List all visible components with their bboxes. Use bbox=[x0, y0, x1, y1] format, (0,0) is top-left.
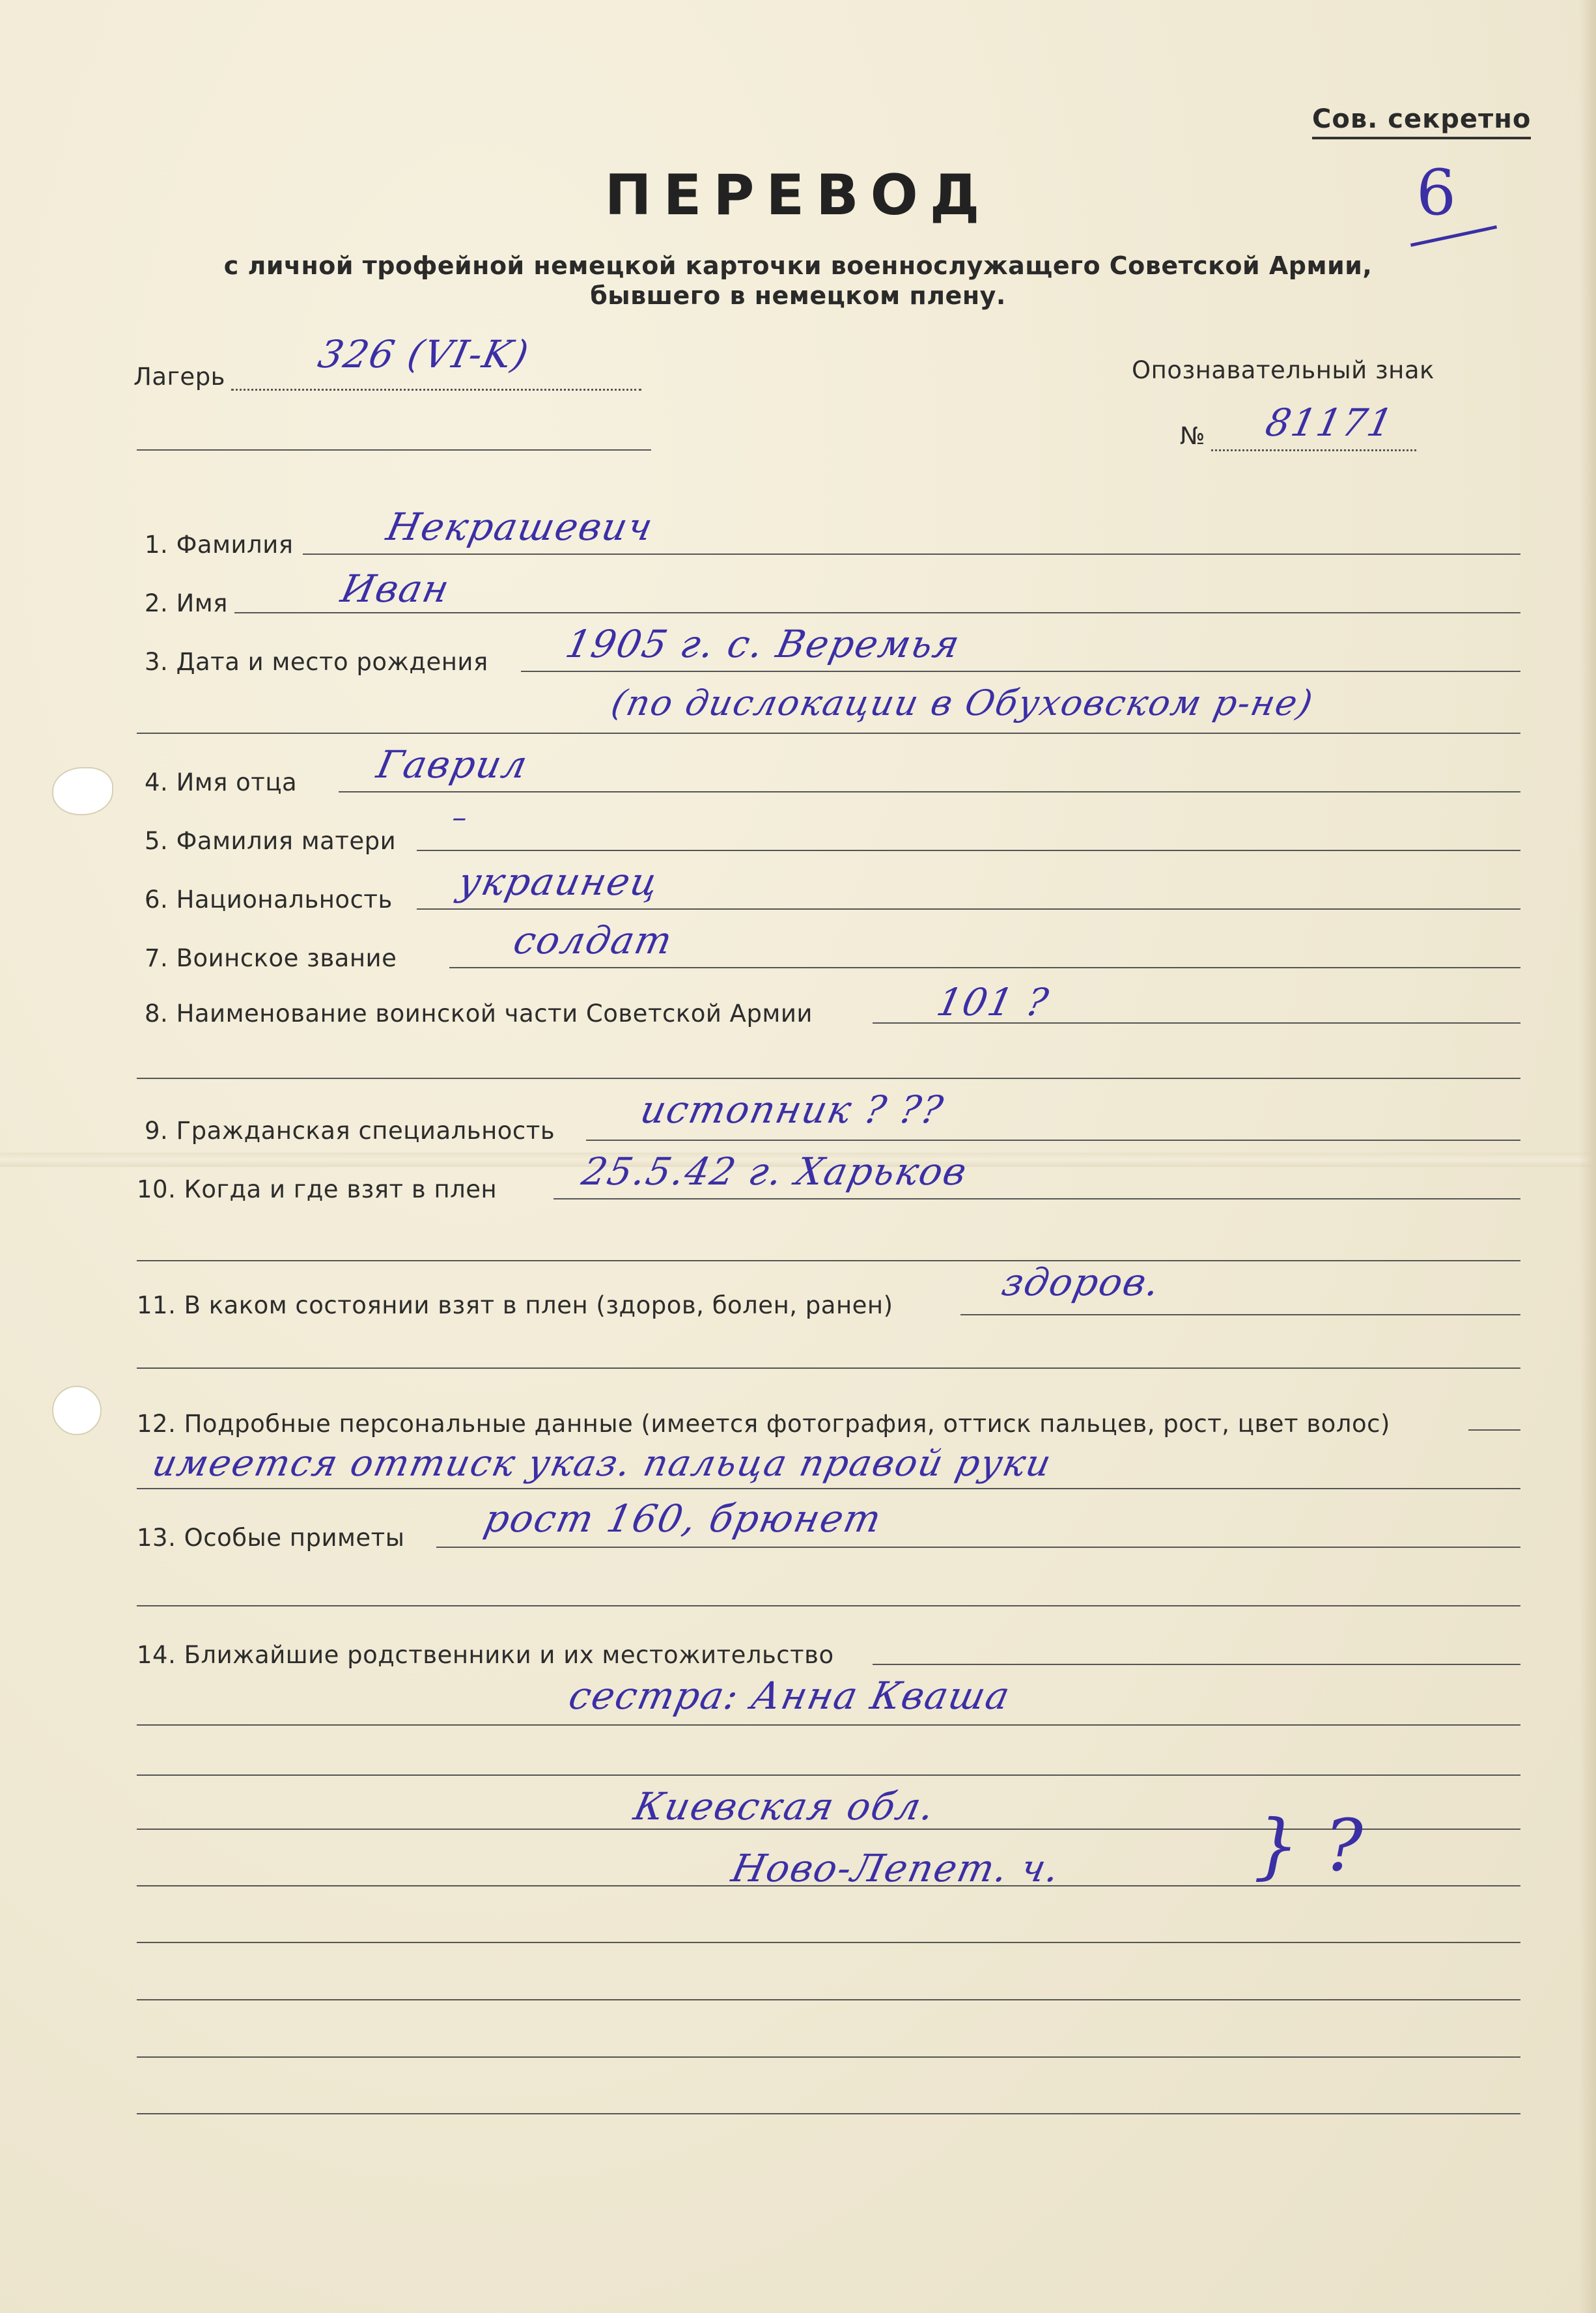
field-personal-value: имеется оттиск указ. пальца правой руки bbox=[148, 1442, 1056, 1485]
punch-hole-top bbox=[52, 767, 113, 815]
field-unit-line-2 bbox=[137, 1078, 1520, 1079]
field-captured-line bbox=[553, 1198, 1520, 1199]
id-tag-line bbox=[1211, 449, 1416, 451]
field-father-line bbox=[339, 791, 1520, 792]
id-tag-number-label: № bbox=[1180, 422, 1205, 450]
field-rank-line bbox=[449, 967, 1520, 968]
field-relatives-label: 14. Ближайшие родственники и их местожительство bbox=[137, 1641, 834, 1669]
field-relatives-line-5 bbox=[137, 1885, 1520, 1886]
field-mother-line bbox=[417, 850, 1520, 851]
field-profession-line bbox=[586, 1140, 1520, 1141]
field-relatives-value-4: } ? bbox=[1253, 1804, 1364, 1887]
field-captured-label: 10. Когда и где взят в плен bbox=[137, 1175, 497, 1203]
field-name-value: Иван bbox=[337, 567, 455, 611]
field-surname-line bbox=[303, 554, 1520, 555]
field-relatives-value: сестра: Анна Кваша bbox=[565, 1674, 1015, 1718]
camp-label: Лагерь bbox=[133, 363, 225, 391]
field-personal-line bbox=[1468, 1429, 1520, 1431]
field-condition-line bbox=[960, 1314, 1520, 1315]
field-relatives-line-3 bbox=[137, 1774, 1520, 1776]
field-features-label: 13. Особые приметы bbox=[137, 1524, 405, 1552]
field-rank-value: солдат bbox=[509, 918, 677, 962]
field-relatives-line-9 bbox=[137, 2113, 1520, 2114]
field-relatives-value-2: Киевская обл. bbox=[630, 1784, 940, 1829]
field-profession-label: 9. Гражданская специальность bbox=[145, 1117, 555, 1145]
field-nationality-label: 6. Национальность bbox=[145, 886, 393, 914]
field-relatives-line-8 bbox=[137, 2056, 1520, 2058]
document-subtitle-line1: с личной трофейной немецкой карточки военнослужащего Советской Армии, bbox=[223, 251, 1373, 280]
field-name-label: 2. Имя bbox=[145, 589, 228, 617]
field-birth-label: 3. Дата и место рождения bbox=[145, 648, 488, 676]
classification-stamp: Сов. секретно bbox=[1312, 104, 1531, 139]
field-nationality-line bbox=[417, 908, 1520, 910]
paper-edge bbox=[1579, 0, 1596, 2313]
field-captured-line-2 bbox=[137, 1260, 1520, 1261]
field-surname-label: 1. Фамилия bbox=[145, 531, 294, 559]
field-mother-value: – bbox=[449, 801, 472, 834]
field-condition-value: здоров. bbox=[998, 1260, 1165, 1304]
id-tag-value: 81171 bbox=[1261, 400, 1398, 445]
id-tag-label: Опознавательный знак bbox=[1132, 356, 1435, 384]
field-father-label: 4. Имя отца bbox=[145, 768, 298, 796]
document-title: ПЕРЕВОД bbox=[604, 163, 992, 228]
handwritten-number-annotation: 6 bbox=[1416, 156, 1458, 229]
field-captured-value: 25.5.42 г. Харьков bbox=[578, 1149, 972, 1194]
field-birth-line-2 bbox=[137, 733, 1520, 734]
field-father-value: Гаврил bbox=[372, 742, 533, 787]
field-personal-label: 12. Подробные персональные данные (имеется фотография, оттиск пальцев, рост, цвет волос) bbox=[137, 1410, 1390, 1438]
field-features-line-2 bbox=[137, 1605, 1520, 1606]
field-unit-label: 8. Наименование воинской части Советской Армии bbox=[145, 1000, 813, 1028]
field-profession-value: истопник ? ?? bbox=[636, 1087, 948, 1132]
punch-hole-bottom bbox=[52, 1386, 102, 1435]
camp-line-2 bbox=[137, 449, 651, 451]
field-name-line bbox=[234, 612, 1520, 613]
field-birth-line bbox=[521, 671, 1520, 672]
camp-value: 326 (VI-K) bbox=[314, 332, 534, 376]
field-surname-value: Некрашевич bbox=[382, 505, 658, 549]
field-relatives-line-2 bbox=[137, 1724, 1520, 1726]
field-relatives-line-6 bbox=[137, 1942, 1520, 1943]
field-features-value: рост 160, брюнет bbox=[480, 1496, 886, 1541]
field-mother-label: 5. Фамилия матери bbox=[145, 827, 397, 855]
field-personal-line-2 bbox=[137, 1488, 1520, 1489]
camp-line bbox=[231, 389, 641, 391]
field-condition-label: 11. В каком состоянии взят в плен (здоров, болен, ранен) bbox=[137, 1291, 893, 1319]
field-unit-value: 101 ? bbox=[932, 980, 1054, 1024]
field-birth-value: 1905 г. с. Веремья bbox=[561, 622, 965, 666]
field-rank-label: 7. Воинское звание bbox=[145, 944, 397, 972]
field-birth-value-2: (по дислокации в Обуховском р-не) bbox=[608, 682, 1318, 723]
field-nationality-value: украинец bbox=[454, 860, 664, 904]
field-condition-line-2 bbox=[137, 1367, 1520, 1369]
field-relatives-line bbox=[873, 1664, 1520, 1665]
field-relatives-line-7 bbox=[137, 1999, 1520, 2000]
document-subtitle-line2: бывшего в немецком плену. bbox=[590, 281, 1006, 310]
field-relatives-value-3: Ново-Лепет. ч. bbox=[727, 1846, 1065, 1890]
field-features-line bbox=[436, 1547, 1520, 1548]
